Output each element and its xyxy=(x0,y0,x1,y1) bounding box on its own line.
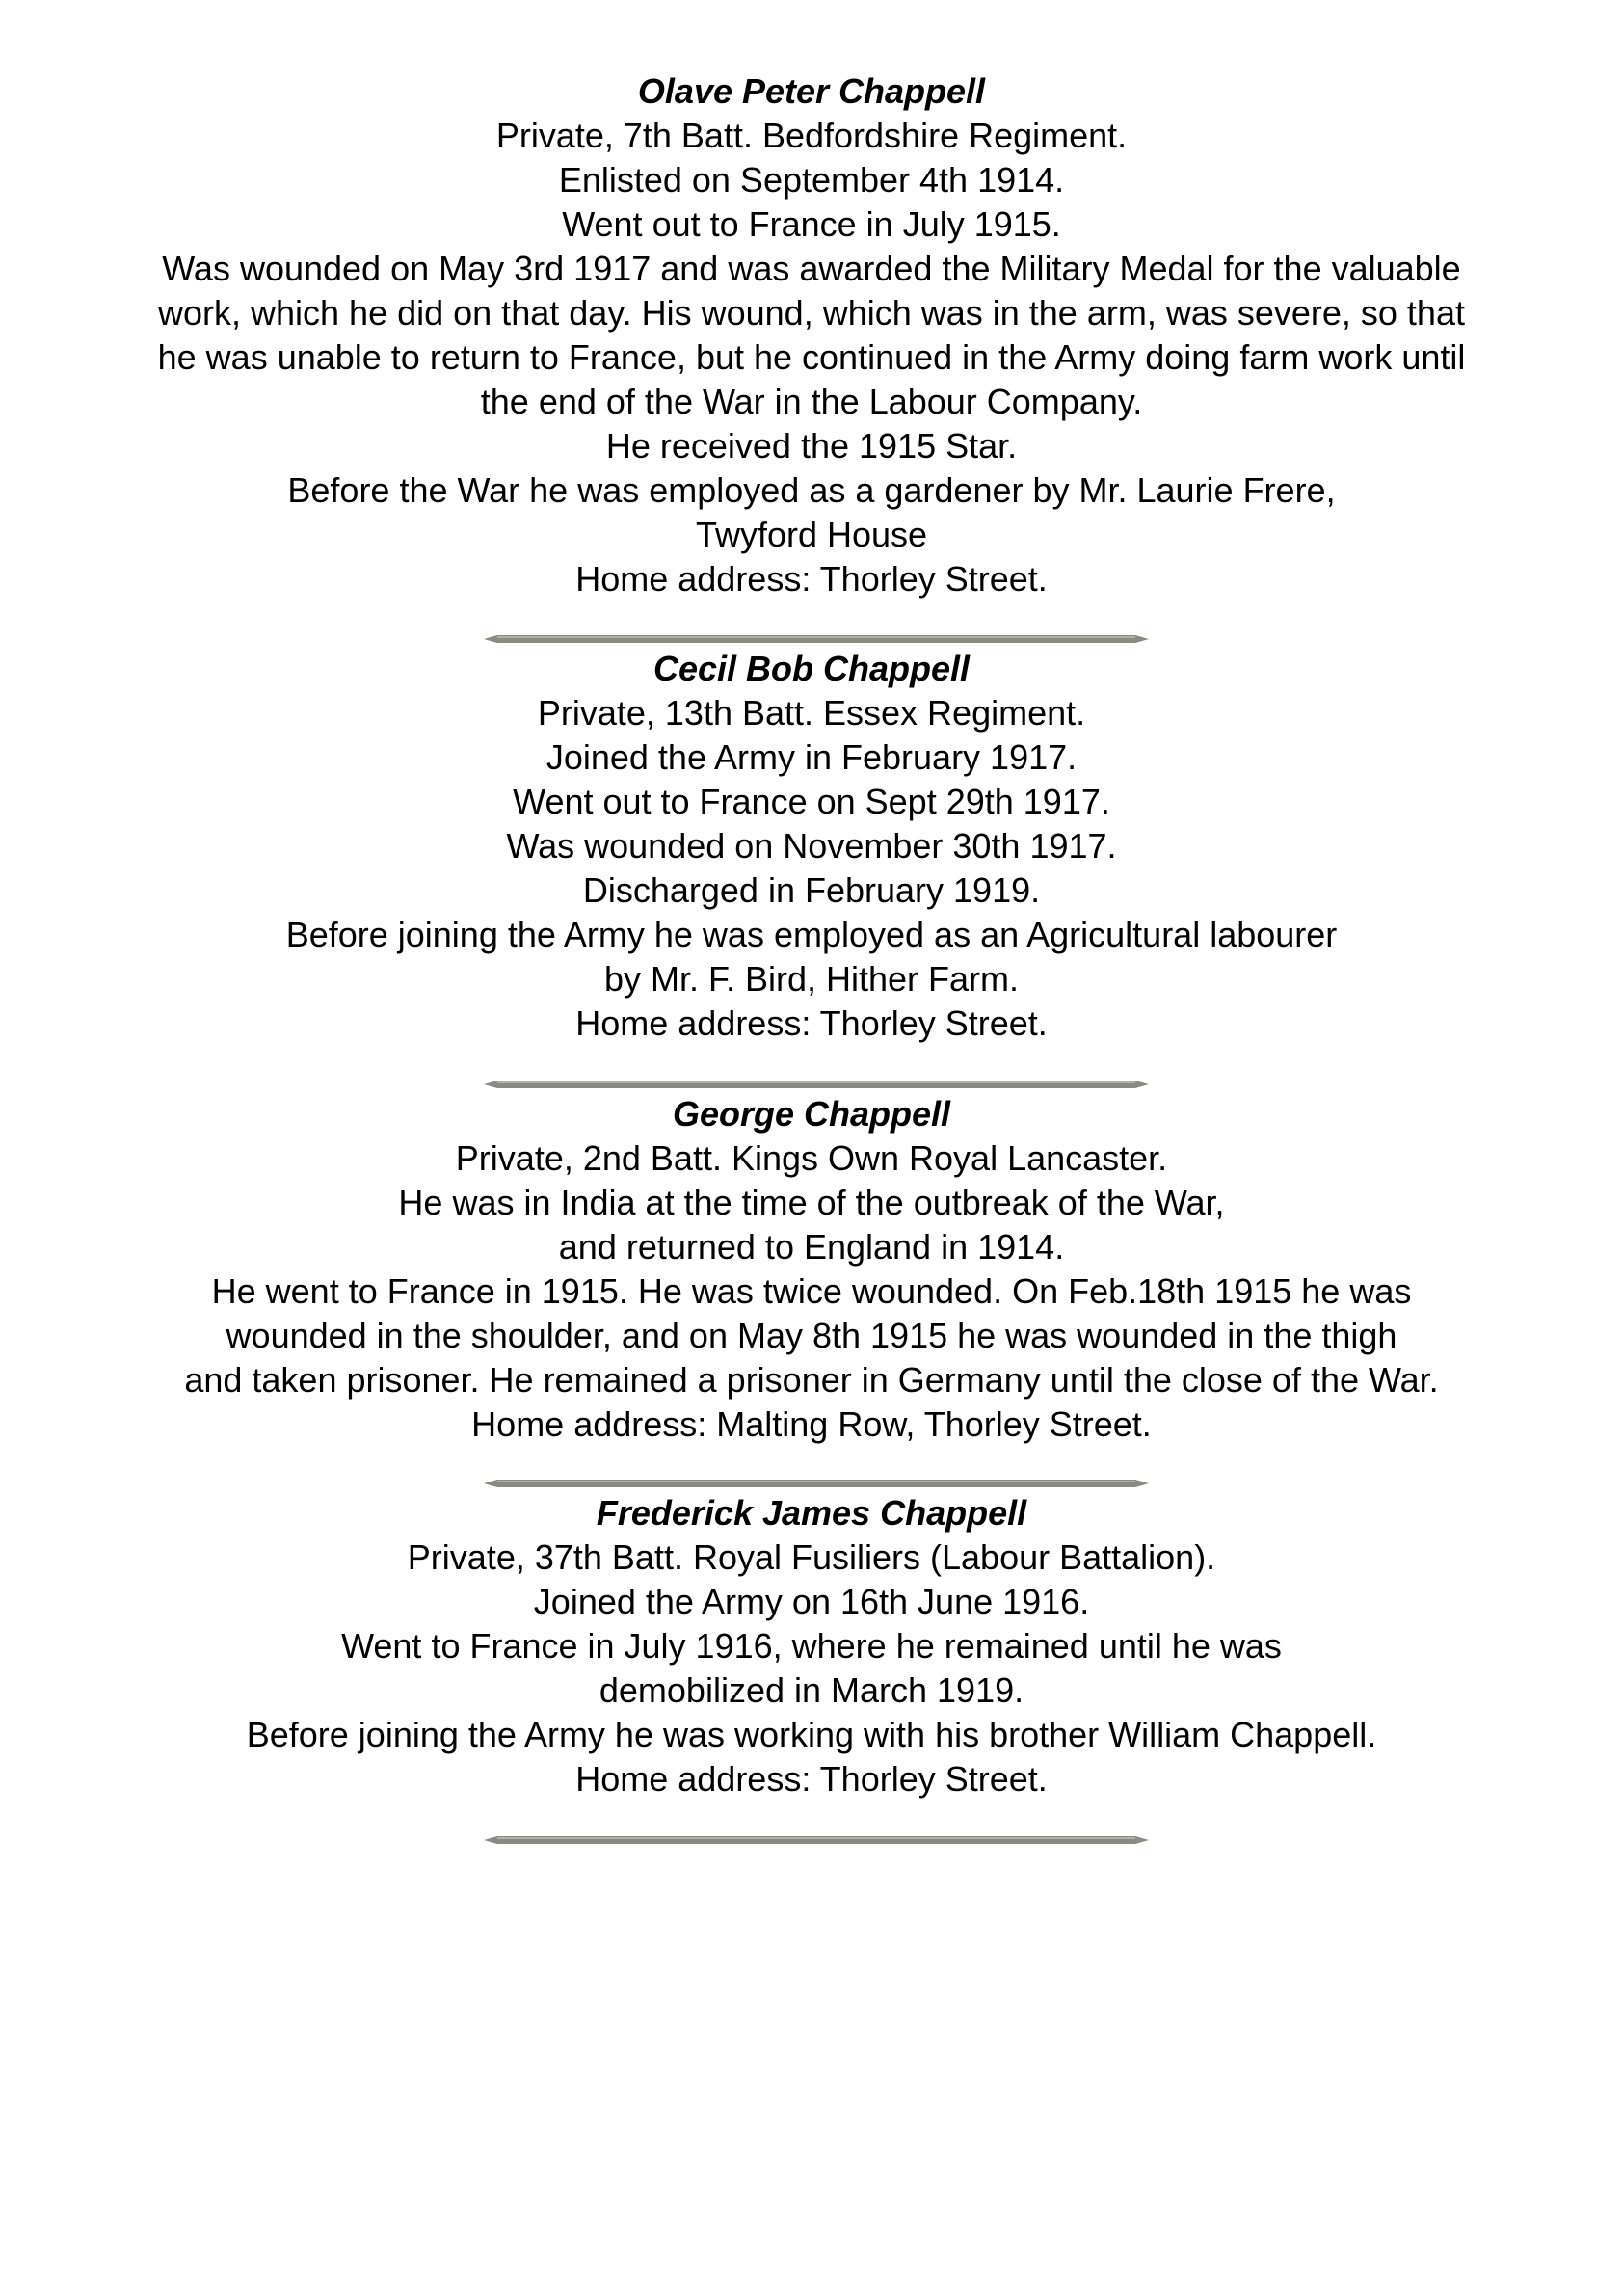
entry-line: and returned to England in 1914. xyxy=(558,1227,1065,1267)
entry-line: wounded in the shoulder, and on May 8th 1915 he was wounded in the thigh xyxy=(226,1316,1397,1355)
entry-line: demobilized in March 1919. xyxy=(599,1670,1024,1710)
section-divider xyxy=(484,632,1149,646)
soldier-name: Frederick James Chappell xyxy=(596,1493,1027,1533)
entry-line: Discharged in February 1919. xyxy=(582,870,1041,910)
entry-line: Twyford House xyxy=(695,515,928,554)
entry-line: Home address: Malting Row, Thorley Street. xyxy=(471,1404,1152,1444)
divider-rule-graphic xyxy=(484,1833,1149,1847)
entry-line: Joined the Army on 16th June 1916. xyxy=(533,1582,1090,1621)
entry-line: Before joining the Army he was employed as an Agricultural labourer xyxy=(285,915,1338,954)
divider-rule-graphic xyxy=(484,1078,1149,1091)
soldier-entry xyxy=(0,69,1623,601)
section-divider xyxy=(484,1477,1149,1490)
entry-line: Home address: Thorley Street. xyxy=(575,1759,1048,1799)
entry-line: Private, 7th Batt. Bedfordshire Regiment. xyxy=(495,116,1128,155)
entry-line: He was in India at the time of the outbreak of the War, xyxy=(398,1183,1225,1222)
entry-line: the end of the War in the Labour Company. xyxy=(480,382,1143,421)
entry-line: Went to France in July 1916, where he remained until he was xyxy=(341,1626,1282,1666)
entry-line: work, which he did on that day. His wound, which was in the arm, was severe, so that xyxy=(158,293,1465,333)
entry-line: Went out to France in July 1915. xyxy=(562,204,1061,244)
entry-line: Private, 13th Batt. Essex Regiment. xyxy=(537,693,1086,733)
divider-rule-graphic xyxy=(484,1477,1149,1490)
divider-rule-graphic xyxy=(484,632,1149,646)
entry-line: Before joining the Army he was working with his brother William Chappell. xyxy=(246,1715,1377,1754)
entry-line: he was unable to return to France, but he continued in the Army doing farm work until xyxy=(157,337,1466,377)
soldier-name: Cecil Bob Chappell xyxy=(652,649,971,688)
entry-line: Was wounded on May 3rd 1917 and was awarded the Military Medal for the valuable xyxy=(162,249,1461,288)
entry-line: Home address: Thorley Street. xyxy=(575,559,1048,599)
entry-line: Private, 2nd Batt. Kings Own Royal Lancaster. xyxy=(455,1138,1168,1178)
entry-line: by Mr. F. Bird, Hither Farm. xyxy=(603,959,1020,999)
entry-line: Home address: Thorley Street. xyxy=(575,1003,1048,1043)
entry-line: He went to France in 1915. He was twice wounded. On Feb.18th 1915 he was xyxy=(211,1271,1412,1311)
entry-line: and taken prisoner. He remained a prisoner in Germany until the close of the War. xyxy=(184,1360,1439,1400)
entry-line: Before the War he was employed as a gardener by Mr. Laurie Frere, xyxy=(287,470,1336,510)
soldier-name: George Chappell xyxy=(672,1094,951,1134)
entry-line: Private, 37th Batt. Royal Fusiliers (Labour Battalion). xyxy=(407,1537,1216,1577)
soldier-entry xyxy=(0,1491,1623,1802)
entry-line: Went out to France on Sept 29th 1917. xyxy=(513,782,1110,821)
entry-line: Was wounded on November 30th 1917. xyxy=(506,826,1117,866)
entry-line: Enlisted on September 4th 1914. xyxy=(558,160,1065,200)
section-divider xyxy=(484,1833,1149,1847)
soldier-entry xyxy=(0,647,1623,1046)
entry-line: Joined the Army in February 1917. xyxy=(545,737,1078,777)
soldier-name: Olave Peter Chappell xyxy=(637,71,986,111)
section-divider xyxy=(484,1078,1149,1091)
entry-line: He received the 1915 Star. xyxy=(605,426,1018,466)
soldier-entry xyxy=(0,1092,1623,1447)
